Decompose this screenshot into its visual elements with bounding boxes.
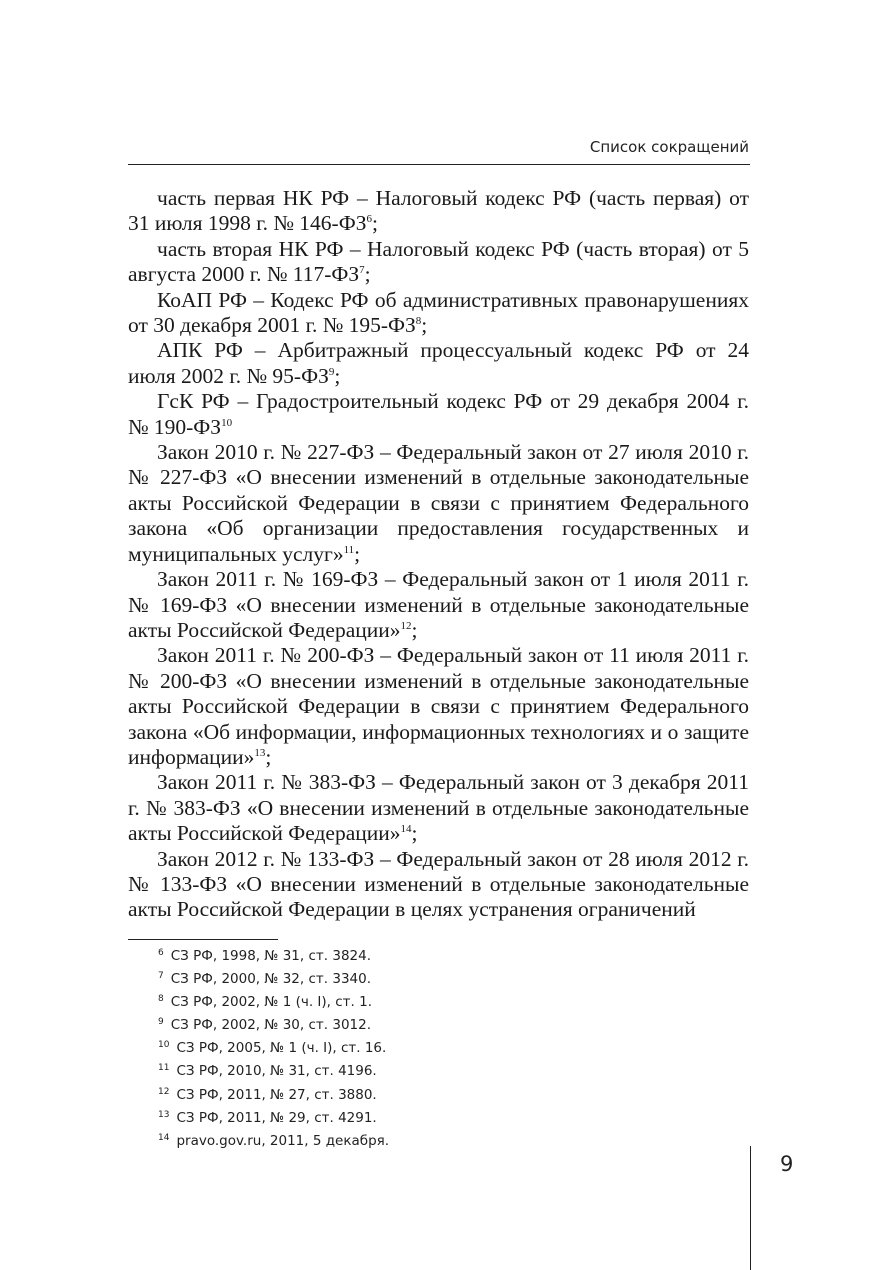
- footnote-ref[interactable]: 12: [400, 619, 412, 632]
- footnote-ref[interactable]: 14: [400, 823, 412, 836]
- entry-tail: ;: [411, 617, 418, 642]
- footnote-number: 13: [158, 1109, 170, 1120]
- footnote-number: 8: [158, 994, 164, 1005]
- footnote-text: СЗ РФ, 2002, № 30, ст. 3012.: [170, 1017, 371, 1034]
- footnote-item: [158, 1035, 389, 1058]
- footnote-ref[interactable]: 7: [359, 264, 365, 277]
- footnote-item: [158, 966, 389, 989]
- footnote-item: [158, 943, 389, 966]
- page-number: 9: [780, 1152, 794, 1176]
- entry-text: часть вторая НК РФ – Налоговый кодекс РФ (часть вторая) от 5 августа 2000 г. № 117-ФЗ: [128, 236, 749, 287]
- footnote-number: 12: [158, 1086, 170, 1097]
- footnote-item: [158, 1012, 389, 1035]
- entry-tail: ;: [421, 313, 428, 338]
- footnote-number: 6: [158, 948, 164, 958]
- abbreviation-entry: [128, 186, 749, 237]
- entry-text: ГсК РФ – Градостроительный кодекс РФ от 29 декабря 2004 г. № 190-ФЗ: [128, 389, 749, 439]
- entry-text: КоАП РФ – Кодекс РФ об административных правонарушениях от 30 декабря 2001 г. № 195-ФЗ: [128, 287, 749, 338]
- footnote-item: [158, 1105, 389, 1128]
- entry-text: Закон 2011 г. № 200-ФЗ – Федеральный закон от 11 июля 2011 г. № 200-ФЗ «О внесении изменений в отдельные законодательные акты Российской Федерации в связи с принятием Федерального закона «Об информации, информационных технологиях и о защите информации»: [128, 643, 749, 769]
- abbreviation-entry: [128, 338, 749, 389]
- abbreviation-entry: [128, 770, 749, 846]
- footnote-ref[interactable]: 13: [254, 746, 266, 759]
- entry-tail: ;: [364, 262, 371, 287]
- running-head-title: Список сокращений: [589, 138, 749, 156]
- abbreviation-entry: [128, 567, 749, 643]
- footnote-ref[interactable]: 8: [415, 315, 422, 328]
- entry-tail: ;: [371, 211, 378, 236]
- entry-tail: ;: [354, 541, 361, 566]
- entry-text: АПК РФ – Арбитражный процессуальный кодекс РФ от 24 июля 2002 г. № 95-ФЗ: [128, 338, 749, 388]
- abbreviation-entry: [128, 440, 749, 567]
- footnote-text: СЗ РФ, 2011, № 27, ст. 3880.: [176, 1086, 377, 1103]
- footnote-item: [158, 1128, 389, 1151]
- entry-tail: ;: [334, 363, 341, 388]
- footnote-ref[interactable]: 9: [328, 365, 335, 378]
- abbreviation-entry: [128, 643, 749, 770]
- entry-text: Закон 2010 г. № 227-ФЗ – Федеральный закон от 27 июля 2010 г. № 227-ФЗ «О внесении изменений в отдельные законодательные акты Российской Федерации в связи с принятием Федерального закона «Об организации предоставления государственных и муниципальных услуг»: [128, 440, 749, 566]
- abbreviation-entry: [128, 237, 749, 288]
- footnote-item: [158, 1082, 389, 1105]
- entry-text: часть первая НК РФ – Налоговый кодекс РФ (часть первая) от 31 июля 1998 г. № 146-ФЗ: [128, 186, 749, 236]
- footnote-number: 9: [158, 1017, 164, 1028]
- page-number-divider: [750, 1146, 751, 1270]
- header-divider: [128, 164, 750, 165]
- entry-text: Закон 2012 г. № 133-ФЗ – Федеральный закон от 28 июля 2012 г. № 133-ФЗ «О внесении изменений в отдельные законодательные акты Российской Федерации в целях устранения ограничений: [128, 846, 749, 922]
- entry-text: Закон 2011 г. № 169-ФЗ – Федеральный закон от 1 июля 2011 г. № 169-ФЗ «О внесении изменений в отдельные законодательные акты Российской Федерации»: [128, 567, 749, 642]
- footnote-text: СЗ РФ, 2002, № 1 (ч. I), ст. 1.: [170, 994, 373, 1011]
- footnote-number: 14: [158, 1132, 170, 1143]
- footnote-text: СЗ РФ, 2000, № 32, ст. 3340.: [170, 971, 371, 988]
- abbreviation-entry: [128, 389, 749, 440]
- footnote-number: 10: [158, 1040, 170, 1051]
- footnote-ref[interactable]: 11: [343, 543, 355, 556]
- footnote-text: pravo.gov.ru, 2011, 5 декабря.: [176, 1132, 390, 1149]
- footnote-text: СЗ РФ, 2005, № 1 (ч. I), ст. 16.: [176, 1040, 387, 1057]
- footnote-ref[interactable]: 10: [221, 416, 233, 429]
- abbreviation-entry: [128, 847, 749, 923]
- footnote-item: [158, 1058, 389, 1081]
- entry-tail: ;: [411, 821, 418, 846]
- abbreviation-list: [128, 186, 749, 923]
- footnote-number: 7: [158, 971, 164, 982]
- entry-text: Закон 2011 г. № 383-ФЗ – Федеральный закон от 3 декабря 2011 г. № 383-ФЗ «О внесении изменений в отдельные законодательные акты Российской Федерации»: [128, 770, 749, 846]
- footnote-text: СЗ РФ, 1998, № 31, ст. 3824.: [170, 948, 371, 964]
- footnote-number: 11: [158, 1063, 170, 1074]
- footnote-ref[interactable]: 6: [366, 213, 372, 226]
- footnote-text: СЗ РФ, 2010, № 31, ст. 4196.: [176, 1063, 377, 1080]
- footnote-divider: [128, 939, 278, 940]
- footnotes-list: [158, 943, 389, 1151]
- entry-tail: ;: [265, 744, 272, 769]
- footnote-text: СЗ РФ, 2011, № 29, ст. 4291.: [176, 1109, 377, 1126]
- footnote-item: [158, 989, 389, 1012]
- abbreviation-entry: [128, 288, 749, 339]
